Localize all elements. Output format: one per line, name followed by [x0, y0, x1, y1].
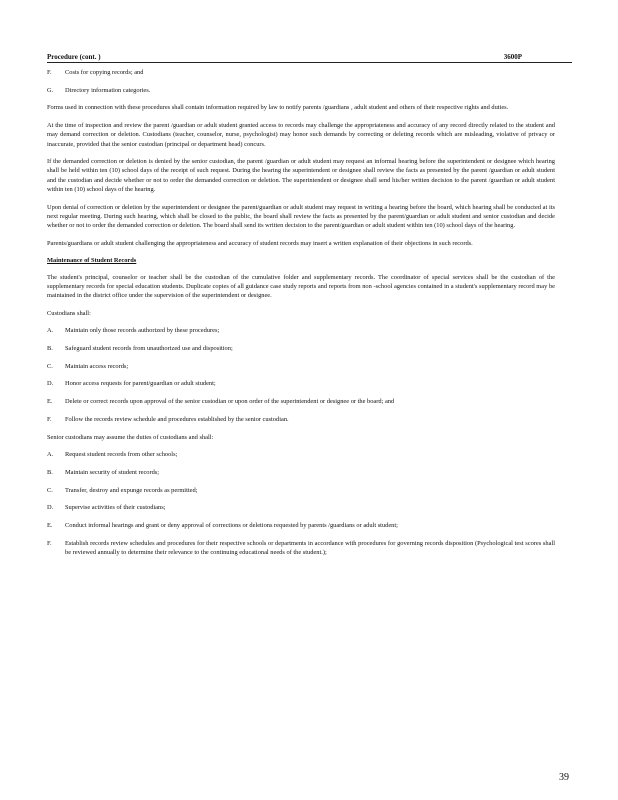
senior-custodians-intro: Senior custodians may assume the duties of custodians and shall: — [47, 433, 214, 441]
list-item — [47, 362, 555, 371]
list-text: Honor access requests for parent/guardian or adult student; — [65, 380, 216, 388]
list-item — [47, 468, 555, 477]
section-heading: Maintenance of Student Records — [47, 257, 137, 265]
list-item — [47, 486, 555, 495]
list-text: Maintain only those records authorized by these procedures; — [65, 327, 220, 335]
list-marker: E. — [47, 398, 53, 406]
paragraph-informal-hearing: If the demanded correction or deletion is denied by the senior custodian, the parent /guardian or adult student may request an informal hearing before the superintendent or designee which hearing shall be held within ten (10) school days of the receipt of such request. During the hearing the superintendent or designee shall review the facts as presented by the parent /guardian or adult student and the custodian and decide whether or not to order the demanded correction or deletion. The superintendent or designee shall send his/her written decision to the parent /guardian or adult student within ten (10) school days of the hearing. — [47, 158, 555, 193]
page-number: 39 — [559, 772, 569, 783]
list-item — [47, 379, 555, 388]
list-text: Delete or correct records upon approval of the senior custodian or upon order of the superintendent or designee or the board; and — [65, 398, 395, 406]
list-marker: A. — [47, 327, 54, 335]
list-marker: C. — [47, 486, 53, 494]
list-item — [47, 521, 555, 530]
list-item — [47, 397, 555, 406]
list-marker: F. — [47, 415, 52, 423]
list-marker: A. — [47, 451, 54, 459]
paragraph-board-hearing: Upon denial of correction or deletion by the superintendent or designee the parent/guardian or adult student may request in writing a hearing before the board, which hearing shall be conducted at its next regular meeting. During such hearing, which shall be closed to the public, the board shall review the facts as presented by the parent/guardian or adult student and senior custodian and decide whether or not to order the demanded correction or deletion. The board shall send its written decision to the parent/guardian or adult student within ten (10) school days of the hearing. — [47, 203, 555, 229]
list-marker: E. — [47, 522, 53, 530]
list-marker: F. — [47, 69, 52, 76]
page-header — [47, 46, 572, 63]
list-text: Request student records from other schools; — [65, 451, 178, 459]
list-text: Establish records review schedules and procedures for their respective schools or departments in accordance with procedures for governing records disposition (Psychological test scores shall be reviewed annually to determine their relevance to the continuing educational needs of the student.); — [65, 539, 555, 556]
list-text: Follow the records review schedule and procedures established by the senior custodian. — [65, 415, 289, 423]
list-item — [47, 344, 555, 353]
list-item — [47, 326, 555, 335]
list-text: Costs for copying records; and — [65, 69, 144, 76]
list-text: Conduct informal hearings and grant or deny approval of corrections or deletions requested by parents /guardians or adult student; — [65, 522, 398, 530]
list-item — [47, 68, 555, 77]
list-text: Directory information categories. — [65, 86, 151, 94]
list-text: Transfer, destroy and expunge records as permitted; — [65, 486, 198, 494]
list-text: Maintain access records; — [65, 362, 129, 370]
paragraph-inspection: At the time of inspection and review the parent /guardian or adult student granted access to records may challenge the appropriateness and accuracy of any record directly related to the student and may demand correction or deletion. Custodians (teacher, counselor, nurse, psychologist) may honor such demands by correcting or deleting records which are misleading, violative of privacy or inaccurate, provided that the senior custodian (principal or department head) concurs. — [47, 122, 555, 148]
policy-code: 3600P — [503, 53, 522, 61]
list-item — [47, 415, 555, 424]
list-marker: B. — [47, 468, 53, 476]
paragraph-forms: Forms used in connection with these procedures shall contain information required by law to notify parents /guardians , adult student and others of their respective rights and duties. — [47, 104, 509, 112]
list-text: Supervise activities of their custodians; — [65, 504, 166, 512]
list-marker: G. — [47, 86, 54, 94]
list-marker: D. — [47, 504, 54, 512]
header-title: Procedure (cont. ) — [47, 53, 101, 61]
list-marker: F. — [47, 539, 52, 547]
document-body — [47, 68, 555, 566]
list-marker: D. — [47, 380, 54, 388]
custodians-intro: Custodians shall: — [47, 309, 91, 317]
list-item — [47, 539, 555, 557]
list-item — [47, 450, 555, 459]
list-text: Safeguard student records from unauthorized use and disposition; — [65, 345, 233, 353]
list-item — [47, 86, 555, 95]
paragraph-custodians: The student's principal, counselor or teacher shall be the custodian of the cumulative folder and supplementary records. The coordinator of special services shall be the custodian of the supplementary records for special education students. Duplicate copies of all guidance case study reports and reports from non -school agencies contained in a student's supplementary record may be maintained in the district office under the supervision of the superintendent or designee. — [47, 273, 555, 299]
list-marker: B. — [47, 345, 53, 353]
paragraph-written-explanation: Parents/guardians or adult student challenging the appropriateness and accuracy of student records may insert a written explanation of their objections in such records. — [47, 239, 473, 247]
list-item — [47, 503, 555, 512]
list-text: Maintain security of student records; — [65, 468, 160, 476]
list-marker: C. — [47, 362, 53, 370]
